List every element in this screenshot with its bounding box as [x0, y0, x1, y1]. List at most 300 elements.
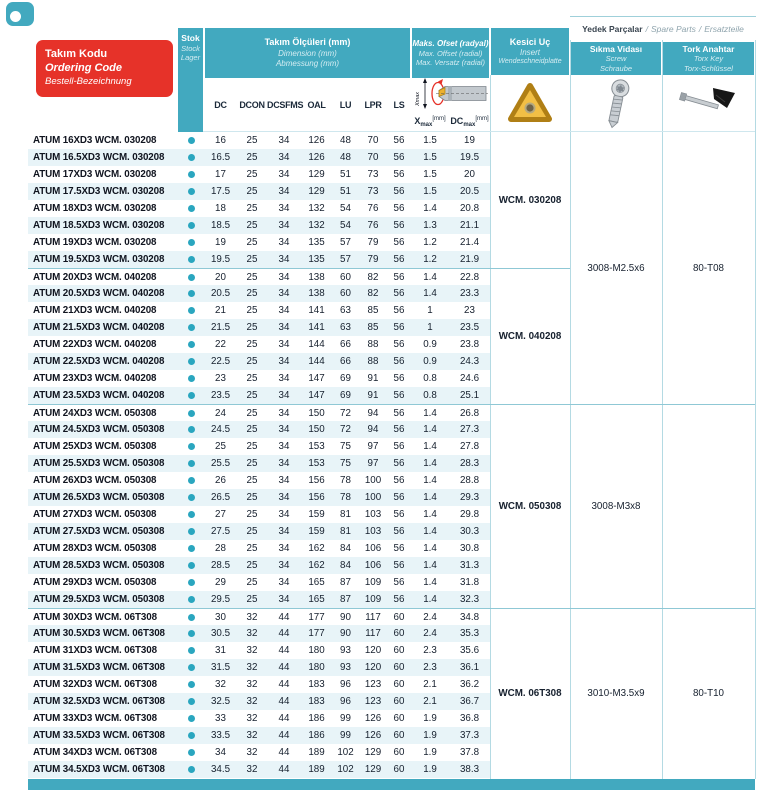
- tool-code: ATUM 28.5XD3 WCM. 050308: [33, 560, 165, 571]
- dcmax-sub: max: [463, 121, 476, 128]
- value-cell: 56: [393, 458, 405, 469]
- value-cell: 90: [340, 611, 351, 623]
- stock-indicator: [178, 256, 204, 263]
- value-cell: 34: [278, 543, 290, 554]
- table-row: [28, 761, 490, 778]
- stock-indicator: [178, 630, 204, 637]
- value-cell: 56: [393, 220, 405, 231]
- value-cell: 56: [393, 543, 405, 554]
- value-cell: 25: [246, 356, 258, 367]
- value-cell: 30.5: [210, 628, 231, 639]
- value-cell: 25: [246, 271, 258, 283]
- value-cell: 189: [308, 747, 325, 758]
- ordering-code-label-en: Ordering Code: [45, 62, 123, 75]
- stock-indicator: [178, 664, 204, 671]
- stock-dot: [188, 426, 195, 433]
- value-cell: 25: [246, 475, 258, 486]
- value-cell: 132: [308, 220, 325, 231]
- value-cell: 63: [340, 322, 351, 333]
- torx-column: [662, 132, 755, 778]
- value-cell: 153: [308, 441, 325, 452]
- value-cell: 29: [215, 577, 226, 588]
- screw-label-en: Screw: [605, 54, 627, 64]
- stock-indicator: [178, 562, 204, 569]
- value-cell: 21: [215, 305, 226, 316]
- value-cell: 56: [393, 135, 405, 146]
- value-cell: 20: [215, 271, 226, 283]
- value-cell: 28: [215, 543, 226, 554]
- value-cell: 34: [278, 271, 290, 283]
- stock-dot: [188, 222, 195, 229]
- value-cell: 25: [246, 390, 258, 401]
- separator: /: [698, 23, 702, 34]
- spare-parts-label-tr: Yedek Parçalar: [582, 23, 643, 34]
- value-cell: 34: [278, 577, 290, 588]
- value-cell: 66: [340, 339, 351, 350]
- stock-dot: [188, 410, 195, 417]
- stock-indicator: [178, 766, 204, 773]
- offset-diagram-label: Xmax: [415, 91, 421, 106]
- value-cell: 103: [364, 509, 382, 520]
- stock-dot: [188, 664, 195, 671]
- value-cell: 60: [340, 271, 351, 283]
- value-cell: 36.1: [459, 662, 480, 673]
- value-cell: 88: [367, 356, 379, 367]
- stock-dot: [188, 766, 195, 773]
- value-cell: 25: [246, 169, 258, 180]
- column-divider: [755, 16, 756, 779]
- value-cell: 129: [308, 186, 325, 197]
- value-cell: 78: [340, 492, 351, 503]
- value-cell: 0.9: [423, 356, 437, 367]
- xmax-base: X: [414, 115, 421, 126]
- value-cell: 60: [340, 288, 351, 299]
- value-cell: 31.3: [459, 560, 480, 571]
- screw-cell: [570, 132, 662, 404]
- stock-indicator: [178, 460, 204, 467]
- tool-code: ATUM 16XD3 WCM. 030208: [33, 135, 157, 146]
- value-cell: 48: [340, 152, 351, 163]
- value-cell: 126: [364, 730, 382, 741]
- value-cell: 34: [278, 152, 290, 163]
- value-cell: 0.8: [423, 390, 437, 401]
- insert-image-area: [491, 76, 569, 131]
- value-cell: 34: [278, 220, 290, 231]
- value-cell: 32: [246, 764, 258, 775]
- offset-diagram: [412, 76, 489, 112]
- value-cell: 19: [215, 237, 226, 248]
- value-cell: 126: [308, 135, 325, 146]
- value-cell: 34.5: [210, 764, 231, 775]
- value-cell: 60: [393, 679, 405, 690]
- value-cell: 18.5: [210, 220, 231, 231]
- value-cell: 25: [246, 492, 258, 503]
- dimension-column-labels: [204, 78, 411, 131]
- value-cell: 44: [278, 764, 290, 775]
- torx-label-en: Torx Key: [693, 54, 724, 64]
- insert-cell-label: WCM. 040208: [498, 331, 562, 342]
- value-cell: 2.4: [423, 611, 437, 623]
- tool-code: ATUM 30XD3 WCM. 06T308: [33, 611, 157, 623]
- table-row: [28, 659, 490, 676]
- stock-dot: [188, 614, 195, 621]
- value-cell: 27.8: [459, 441, 480, 452]
- torx-cell-label: 80-T08: [692, 262, 725, 274]
- separator: /: [645, 23, 648, 34]
- value-cell: 32: [246, 713, 258, 724]
- value-cell: 24.5: [210, 424, 231, 435]
- value-cell: 94: [367, 407, 379, 419]
- stock-indicator: [178, 681, 204, 688]
- table-row: [28, 149, 490, 166]
- tool-code: ATUM 33.5XD3 WCM. 06T308: [33, 730, 165, 741]
- screw-column: [570, 132, 662, 778]
- value-cell: 28.5: [210, 560, 231, 571]
- tool-code: ATUM 17XD3 WCM. 030208: [33, 169, 157, 180]
- stock-dot: [188, 307, 195, 314]
- screw-cell: [570, 404, 662, 608]
- ordering-code-label-tr: Takım Kodu: [45, 48, 108, 60]
- stock-dot: [188, 715, 195, 722]
- value-cell: 99: [340, 730, 351, 741]
- bottom-accent-bar: [28, 779, 755, 790]
- tool-code: ATUM 20XD3 WCM. 040208: [33, 271, 157, 283]
- table-row: [28, 676, 490, 693]
- value-cell: 183: [308, 696, 325, 707]
- value-cell: 76: [367, 220, 379, 231]
- value-cell: 32.3: [459, 594, 480, 605]
- value-cell: 56: [393, 577, 405, 588]
- stock-label-en: Stock: [181, 43, 200, 53]
- dim-col-label: LPR: [364, 99, 382, 110]
- value-cell: 19.5: [459, 152, 480, 163]
- value-cell: 32: [246, 696, 258, 707]
- value-cell: 135: [308, 237, 325, 248]
- offset-header: [412, 28, 489, 78]
- value-cell: 60: [393, 747, 405, 758]
- value-cell: 16: [215, 135, 226, 146]
- tool-code: ATUM 34XD3 WCM. 06T308: [33, 747, 157, 758]
- spare-parts-header: [570, 16, 756, 40]
- value-cell: 56: [393, 254, 405, 265]
- value-cell: 25: [246, 203, 258, 214]
- value-cell: 1: [427, 322, 433, 333]
- torx-column-header: [663, 42, 754, 75]
- value-cell: 34: [278, 458, 290, 469]
- screw-cell-label: 3008-M2.5x6: [587, 262, 645, 274]
- value-cell: 102: [337, 764, 354, 775]
- value-cell: 93: [340, 662, 351, 673]
- value-cell: 150: [308, 424, 325, 435]
- value-cell: 129: [308, 169, 325, 180]
- value-cell: 56: [393, 475, 405, 486]
- value-cell: 24.6: [459, 373, 480, 384]
- value-cell: 1.2: [423, 254, 437, 265]
- value-cell: 2.3: [423, 662, 437, 673]
- tool-code: ATUM 26XD3 WCM. 050308: [33, 475, 157, 486]
- table-row: [28, 489, 490, 506]
- value-cell: 1.4: [423, 424, 437, 435]
- value-cell: 81: [340, 509, 351, 520]
- value-cell: 85: [367, 322, 379, 333]
- value-cell: 120: [364, 662, 382, 673]
- value-cell: 29.8: [459, 509, 480, 520]
- table-row: [28, 557, 490, 574]
- stock-dot: [188, 171, 195, 178]
- value-cell: 34: [278, 135, 290, 146]
- value-cell: 73: [367, 186, 379, 197]
- value-cell: 141: [308, 305, 325, 316]
- value-cell: 21.4: [459, 237, 480, 248]
- stock-dot: [188, 205, 195, 212]
- table-row: [28, 642, 490, 659]
- value-cell: 57: [340, 237, 351, 248]
- value-cell: 1.4: [423, 560, 437, 571]
- value-cell: 76: [367, 203, 379, 214]
- value-cell: 24.3: [459, 356, 480, 367]
- table-row: [28, 166, 490, 183]
- stock-indicator: [178, 205, 204, 212]
- dimensions-header: [205, 28, 410, 78]
- table-row: [28, 132, 490, 149]
- tool-code: ATUM 23.5XD3 WCM. 040208: [33, 390, 165, 401]
- value-cell: 144: [308, 339, 325, 350]
- stock-column-header: [178, 28, 203, 132]
- value-cell: 34: [278, 424, 290, 435]
- value-cell: 22.8: [459, 271, 480, 283]
- value-cell: 56: [393, 288, 405, 299]
- value-cell: 1.4: [423, 594, 437, 605]
- value-cell: 48: [340, 135, 351, 146]
- dimensions-label-de: Abmessung (mm): [275, 58, 340, 68]
- stock-indicator: [178, 698, 204, 705]
- value-cell: 37.3: [459, 730, 480, 741]
- stock-indicator: [178, 528, 204, 535]
- value-cell: 37.8: [459, 747, 480, 758]
- stock-dot: [188, 749, 195, 756]
- insert-label-tr: Kesici Uç: [509, 36, 551, 47]
- value-cell: 186: [308, 730, 325, 741]
- value-cell: 1.5: [423, 169, 437, 180]
- value-cell: 1.9: [423, 713, 437, 724]
- xmax-unit: [mm]: [432, 115, 446, 122]
- stock-indicator: [178, 715, 204, 722]
- table-row: [28, 370, 490, 387]
- tool-code: ATUM 33XD3 WCM. 06T308: [33, 713, 157, 724]
- value-cell: 66: [340, 356, 351, 367]
- value-cell: 30: [215, 611, 226, 623]
- value-cell: 93: [340, 645, 351, 656]
- value-cell: 79: [367, 237, 379, 248]
- value-cell: 2.1: [423, 696, 437, 707]
- screw-cell: [570, 608, 662, 778]
- value-cell: 91: [367, 390, 379, 401]
- stock-indicator: [178, 614, 204, 621]
- value-cell: 56: [393, 509, 405, 520]
- stock-dot: [188, 256, 195, 263]
- value-cell: 51: [340, 169, 351, 180]
- value-cell: 183: [308, 679, 325, 690]
- stock-dot: [188, 460, 195, 467]
- table-row: [28, 506, 490, 523]
- table-row: [28, 625, 490, 642]
- tool-code: ATUM 31XD3 WCM. 06T308: [33, 645, 157, 656]
- dim-col-label: DCON: [239, 99, 265, 110]
- stock-indicator: [178, 188, 204, 195]
- value-cell: 32: [215, 679, 226, 690]
- value-cell: 34: [278, 390, 290, 401]
- value-cell: 147: [308, 373, 325, 384]
- value-cell: 159: [308, 526, 325, 537]
- value-cell: 25: [246, 288, 258, 299]
- value-cell: 44: [278, 747, 290, 758]
- table-row: [28, 319, 490, 336]
- value-cell: 25: [246, 560, 258, 571]
- value-cell: 180: [308, 645, 325, 656]
- dimensions-label-en: Dimension (mm): [278, 48, 337, 58]
- value-cell: 44: [278, 628, 290, 639]
- value-cell: 94: [367, 424, 379, 435]
- stock-indicator: [178, 274, 204, 281]
- stock-dot: [188, 274, 195, 281]
- insert-cell: [490, 132, 570, 268]
- value-cell: 31.8: [459, 577, 480, 588]
- torx-label-de: Torx-Schlüssel: [684, 63, 733, 73]
- value-cell: 60: [393, 645, 405, 656]
- value-cell: 27: [215, 509, 226, 520]
- value-cell: 56: [393, 390, 405, 401]
- value-cell: 17: [215, 169, 226, 180]
- tool-code: ATUM 22XD3 WCM. 040208: [33, 339, 157, 350]
- value-cell: 1.3: [423, 220, 437, 231]
- stock-indicator: [178, 647, 204, 654]
- stock-label-de: Lager: [180, 53, 201, 62]
- table-row: [28, 540, 490, 557]
- tool-code: ATUM 31.5XD3 WCM. 06T308: [33, 662, 165, 673]
- value-cell: 34: [278, 322, 290, 333]
- tool-code: ATUM 23XD3 WCM. 040208: [33, 373, 157, 384]
- value-cell: 87: [340, 594, 351, 605]
- torx-cell-label: 80-T10: [692, 688, 725, 699]
- value-cell: 26: [215, 475, 226, 486]
- value-cell: 1.4: [423, 271, 437, 283]
- value-cell: 135: [308, 254, 325, 265]
- value-cell: 1: [427, 305, 433, 316]
- table-row: [28, 693, 490, 710]
- insert-column-header: [491, 28, 569, 75]
- dimensions-label-tr: Takım Ölçüleri (mm): [264, 37, 351, 48]
- table-row: [28, 438, 490, 455]
- value-cell: 60: [393, 696, 405, 707]
- table-row: [28, 336, 490, 353]
- tool-code: ATUM 17.5XD3 WCM. 030208: [33, 186, 165, 197]
- value-cell: 56: [393, 407, 405, 419]
- xmax-col-label: [411, 116, 449, 128]
- value-cell: 82: [367, 288, 379, 299]
- value-cell: 56: [393, 424, 405, 435]
- table-row: [28, 251, 490, 268]
- value-cell: 25: [246, 407, 258, 419]
- stock-dot: [188, 630, 195, 637]
- value-cell: 56: [393, 203, 405, 214]
- stock-dot: [188, 137, 195, 144]
- value-cell: 21.9: [459, 254, 480, 265]
- value-cell: 23.5: [210, 390, 231, 401]
- value-cell: 75: [340, 441, 351, 452]
- value-cell: 189: [308, 764, 325, 775]
- value-cell: 25: [246, 577, 258, 588]
- tool-code: ATUM 34.5XD3 WCM. 06T308: [33, 764, 165, 775]
- value-cell: 60: [393, 730, 405, 741]
- screw-cell-label: 3008-M3x8: [591, 501, 641, 512]
- value-cell: 96: [340, 696, 351, 707]
- value-cell: 34: [215, 747, 226, 758]
- value-cell: 35.3: [459, 628, 480, 639]
- value-cell: 129: [364, 747, 382, 758]
- value-cell: 20: [464, 169, 475, 180]
- value-cell: 180: [308, 662, 325, 673]
- value-cell: 25: [246, 186, 258, 197]
- value-cell: 126: [364, 713, 382, 724]
- value-cell: 44: [278, 696, 290, 707]
- table-row: [28, 285, 490, 302]
- value-cell: 25: [246, 373, 258, 384]
- value-cell: 25: [246, 152, 258, 163]
- value-cell: 33: [215, 713, 226, 724]
- value-cell: 36.7: [459, 696, 480, 707]
- stock-dot: [188, 341, 195, 348]
- value-cell: 19.5: [210, 254, 231, 265]
- value-cell: 25: [246, 237, 258, 248]
- value-cell: 69: [340, 390, 351, 401]
- value-cell: 91: [367, 373, 379, 384]
- value-cell: 162: [308, 560, 325, 571]
- value-cell: 26.5: [210, 492, 231, 503]
- tool-code: ATUM 22.5XD3 WCM. 040208: [33, 356, 165, 367]
- value-cell: 44: [278, 645, 290, 656]
- value-cell: 25.5: [210, 458, 231, 469]
- stock-indicator: [178, 307, 204, 314]
- stock-indicator: [178, 410, 204, 417]
- offset-diagram-svg: [412, 76, 489, 112]
- value-cell: 1.4: [423, 526, 437, 537]
- value-cell: 1.4: [423, 577, 437, 588]
- table-row: [28, 353, 490, 370]
- value-cell: 120: [364, 645, 382, 656]
- offset-label-tr: Maks. Ofset (radyal): [412, 38, 489, 48]
- stock-indicator: [178, 426, 204, 433]
- value-cell: 2.1: [423, 679, 437, 690]
- stock-label-tr: Stok: [181, 33, 200, 43]
- stock-dot: [188, 545, 195, 552]
- tool-code: ATUM 28XD3 WCM. 050308: [33, 543, 157, 554]
- insert-cell: [490, 608, 570, 778]
- screw-label-tr: Sıkma Vidası: [589, 43, 643, 54]
- value-cell: 60: [393, 713, 405, 724]
- offset-label-en: Max. Offset (radial): [418, 48, 483, 58]
- stock-indicator: [178, 239, 204, 246]
- value-cell: 117: [365, 628, 381, 639]
- stock-indicator: [178, 579, 204, 586]
- value-cell: 17.5: [210, 186, 231, 197]
- value-cell: 29.5: [210, 594, 231, 605]
- value-cell: 25: [246, 220, 258, 231]
- tool-code: ATUM 18XD3 WCM. 030208: [33, 203, 157, 214]
- value-cell: 63: [340, 305, 351, 316]
- value-cell: 60: [393, 628, 405, 639]
- value-cell: 38.3: [459, 764, 480, 775]
- stock-indicator: [178, 375, 204, 382]
